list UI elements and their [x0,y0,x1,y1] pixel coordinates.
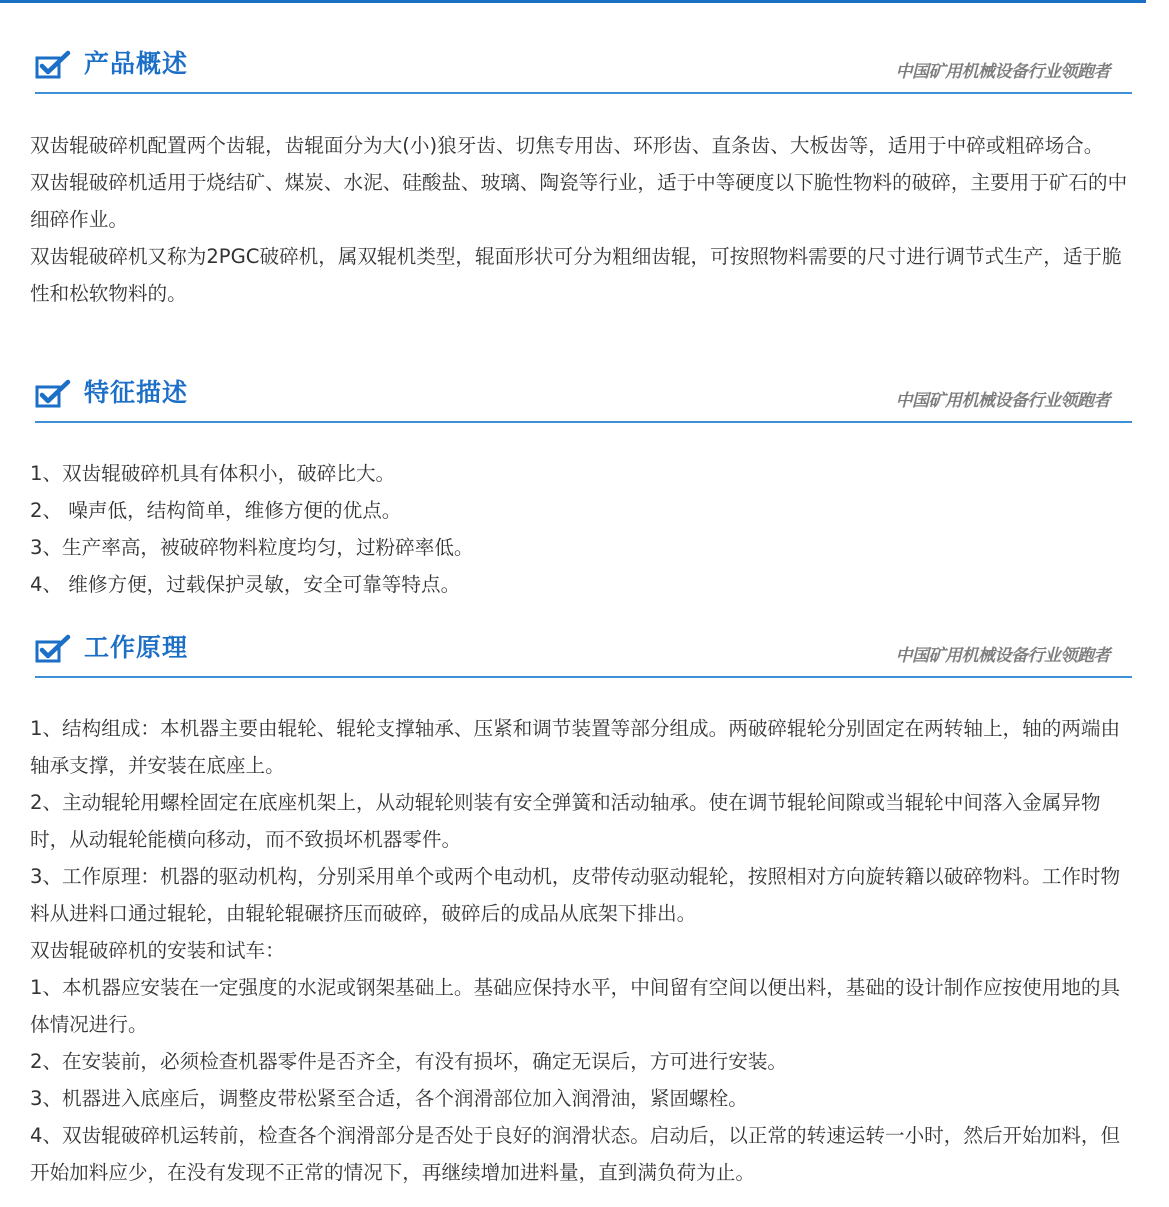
section-slogan: 中国矿用机械设备行业领跑者 [895,646,1110,666]
list-item: 3、生产率高，被破碎物料粒度均匀，过粉碎率低。 [30,536,474,559]
list-item: 1、双齿辊破碎机具有体积小，破碎比大。 [30,462,396,485]
section-slogan: 中国矿用机械设备行业领跑者 [895,62,1110,82]
paragraph: 4、双齿辊破碎机运转前，检查各个润滑部分是否处于良好的润滑状态。启动后，以正常的转速运转一小时，然后开始加料，但开始加料应少，在没有发现不正常的情况下，再继续增加进料量，直到满负荷为止。 [30,1124,1121,1184]
section-body-features [30,455,1135,603]
section-title: 特征描述 [84,378,189,407]
paragraph: 3、机器进入底座后，调整皮带松紧至合适，各个润滑部位加入润滑油，紧固螺栓。 [30,1087,748,1110]
section-body-principle [30,710,1135,1191]
section-header-features [35,376,1132,423]
paragraph: 双齿辊破碎机配置两个齿辊，齿辊面分为大(小)狼牙齿、切焦专用齿、环形齿、直条齿、大板齿等，适用于中碎或粗碎场合。 [30,134,1104,157]
section-header-overview [35,47,1132,94]
paragraph: 1、结构组成：本机器主要由辊轮、辊轮支撑轴承、压紧和调节装置等部分组成。两破碎辊轮分别固定在两转轴上，轴的两端由轴承支撑，并安装在底座上。 [30,717,1121,777]
section-slogan: 中国矿用机械设备行业领跑者 [895,391,1110,411]
paragraph: 双齿辊破碎机适用于烧结矿、煤炭、水泥、硅酸盐、玻璃、陶瓷等行业，适于中等硬度以下脆性物料的破碎，主要用于矿石的中细碎作业。 [30,171,1128,231]
section-header-principle [35,631,1132,678]
top-divider [0,0,1146,3]
section-body-overview [30,127,1135,312]
paragraph: 双齿辊破碎机又称为2PGC破碎机，属双辊机类型，辊面形状可分为粗细齿辊，可按照物料需要的尺寸进行调节式生产，适于脆性和松软物料的。 [30,245,1122,305]
list-item: 2、 噪声低，结构简单，维修方便的优点。 [30,499,402,522]
paragraph: 2、在安装前，必须检查机器零件是否齐全，有没有损坏，确定无误后，方可进行安装。 [30,1050,788,1073]
checkbox-check-icon [35,379,71,409]
list-item: 4、 维修方便，过载保护灵敏，安全可靠等特点。 [30,573,461,596]
section-title: 产品概述 [84,49,189,78]
checkbox-check-icon [35,50,71,80]
checkbox-check-icon [35,634,71,664]
paragraph: 双齿辊破碎机的安装和试车： [30,939,285,962]
section-title: 工作原理 [84,633,189,662]
paragraph: 1、本机器应安装在一定强度的水泥或钢架基础上。基础应保持水平，中间留有空间以便出料，基础的设计制作应按使用地的具体情况进行。 [30,976,1121,1036]
paragraph: 3、工作原理：机器的驱动机构，分别采用单个或两个电动机，皮带传动驱动辊轮，按照相对方向旋转籍以破碎物料。工作时物料从进料口通过辊轮，由辊轮辊碾挤压而破碎，破碎后的成品从底架下排出。 [30,865,1121,925]
paragraph: 2、主动辊轮用螺栓固定在底座机架上，从动辊轮则装有安全弹簧和活动轴承。使在调节辊轮间隙或当辊轮中间落入金属异物时，从动辊轮能横向移动，而不致损坏机器零件。 [30,791,1101,851]
